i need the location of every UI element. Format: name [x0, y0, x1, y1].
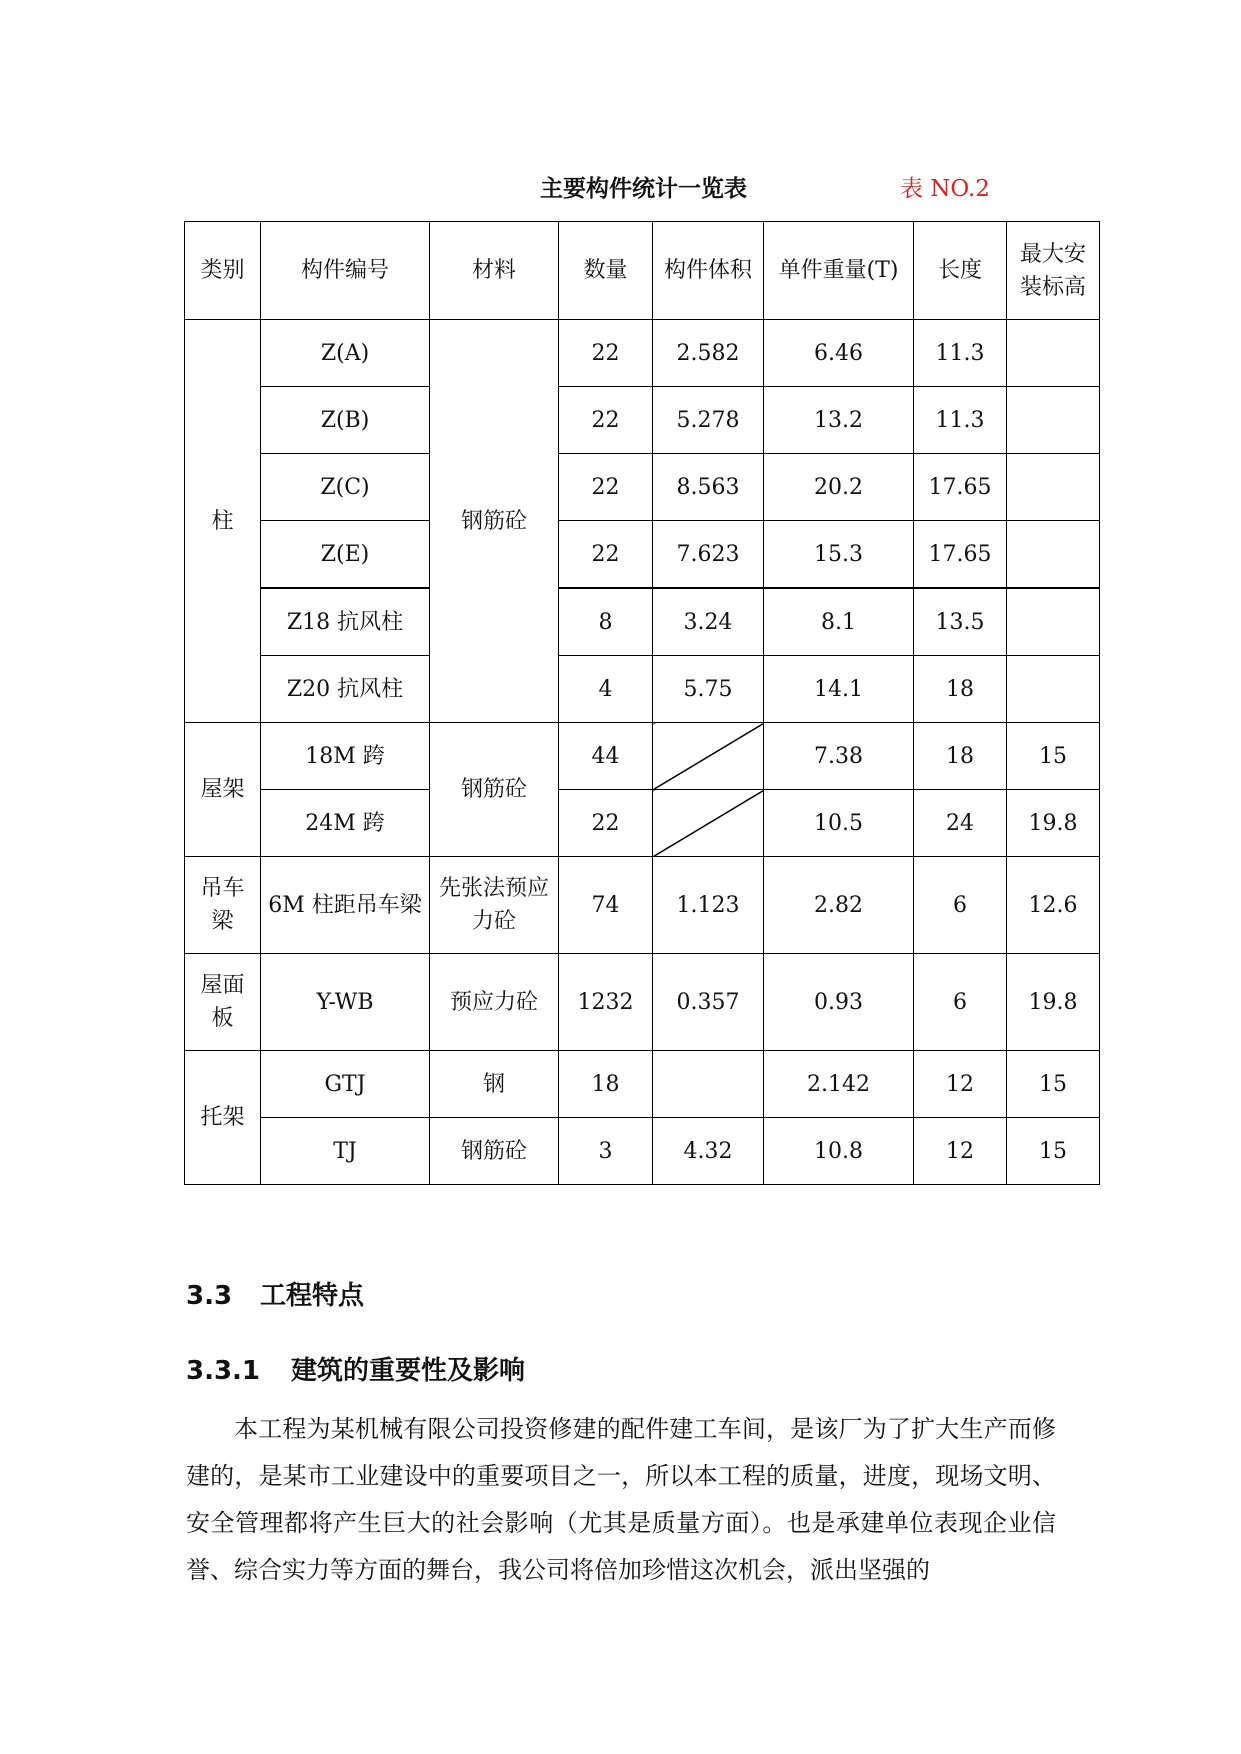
code-cell: 18M 跨 — [261, 723, 430, 790]
volume-cell: 3.24 — [653, 588, 764, 656]
length-cell: 12 — [914, 1118, 1007, 1185]
body-paragraph: 本工程为某机械有限公司投资修建的配件建工车间，是该厂为了扩大生产而修建的，是某市工业建设中的重要项目之一，所以本工程的质量，进度，现场文明、安全管理都将产生巨大的社会影响（尤其是质量方面）。也是承建单位表现企业信誉、综合实力等方面的舞台，我公司将倍加珍惜这次机会，派出坚强的 — [186, 1415, 1056, 1584]
qty-cell: 22 — [559, 521, 653, 589]
volume-cell: 4.32 — [653, 1118, 764, 1185]
length-cell: 18 — [914, 723, 1007, 790]
qty-cell: 3 — [559, 1118, 653, 1185]
volume-cell: 7.623 — [653, 521, 764, 589]
volume-cell: 0.357 — [653, 954, 764, 1051]
weight-cell: 10.8 — [764, 1118, 914, 1185]
table-number: 表 NO.2 — [900, 176, 990, 202]
qty-cell: 4 — [559, 656, 653, 723]
weight-cell: 14.1 — [764, 656, 914, 723]
qty-cell: 22 — [559, 454, 653, 521]
material-cell: 先张法预应力砼 — [430, 857, 559, 954]
code-cell: Z18 抗风柱 — [261, 588, 430, 656]
section-heading-3-3-1 — [186, 1350, 525, 1387]
table-row — [185, 857, 1100, 954]
table-row — [185, 588, 1100, 656]
material-cell: 钢筋砼 — [430, 1118, 559, 1185]
code-cell: Y-WB — [261, 954, 430, 1051]
height-cell — [1007, 588, 1100, 656]
code-cell: TJ — [261, 1118, 430, 1185]
height-cell: 19.8 — [1007, 954, 1100, 1051]
weight-cell: 20.2 — [764, 454, 914, 521]
weight-cell: 0.93 — [764, 954, 914, 1051]
table-row — [185, 320, 1100, 387]
length-cell: 17.65 — [914, 521, 1007, 589]
volume-cell: 5.75 — [653, 656, 764, 723]
height-cell: 19.8 — [1007, 790, 1100, 857]
table-row — [185, 454, 1100, 521]
qty-cell: 44 — [559, 723, 653, 790]
volume-cell-diagonal — [653, 790, 764, 857]
weight-cell: 10.5 — [764, 790, 914, 857]
qty-cell: 1232 — [559, 954, 653, 1051]
height-cell — [1007, 656, 1100, 723]
table-row — [185, 387, 1100, 454]
material-cell: 钢筋砼 — [430, 723, 559, 857]
header-cell: 材料 — [430, 222, 559, 320]
volume-cell: 5.278 — [653, 387, 764, 454]
code-cell: GTJ — [261, 1051, 430, 1118]
qty-cell: 22 — [559, 790, 653, 857]
material-cell: 钢 — [430, 1051, 559, 1118]
material-cell: 钢筋砼 — [430, 320, 559, 723]
length-cell: 17.65 — [914, 454, 1007, 521]
code-cell: Z(E) — [261, 521, 430, 589]
header-cell: 类别 — [185, 222, 261, 320]
table-row — [185, 954, 1100, 1051]
length-cell: 24 — [914, 790, 1007, 857]
table-caption — [0, 166, 1241, 206]
length-cell: 18 — [914, 656, 1007, 723]
code-cell: Z20 抗风柱 — [261, 656, 430, 723]
table-header-row — [185, 222, 1100, 320]
qty-cell: 8 — [559, 588, 653, 656]
header-cell: 数量 — [559, 222, 653, 320]
height-cell: 12.6 — [1007, 857, 1100, 954]
length-cell: 13.5 — [914, 588, 1007, 656]
section-title: 建筑的重要性及影响 — [291, 1356, 526, 1386]
volume-cell: 2.582 — [653, 320, 764, 387]
header-cell: 最大安装标高 — [1007, 222, 1100, 320]
table-title: 主要构件统计一览表 — [540, 176, 747, 202]
category-cell: 吊车梁 — [185, 857, 261, 954]
weight-cell: 13.2 — [764, 387, 914, 454]
table-row — [185, 656, 1100, 723]
height-cell — [1007, 454, 1100, 521]
code-cell: Z(B) — [261, 387, 430, 454]
component-statistics-table — [184, 221, 1100, 1185]
volume-cell: 8.563 — [653, 454, 764, 521]
qty-cell: 74 — [559, 857, 653, 954]
category-cell: 屋架 — [185, 723, 261, 857]
weight-cell: 2.142 — [764, 1051, 914, 1118]
table-row — [185, 723, 1100, 790]
material-cell: 预应力砼 — [430, 954, 559, 1051]
weight-cell: 2.82 — [764, 857, 914, 954]
height-cell: 15 — [1007, 723, 1100, 790]
table-row — [185, 1051, 1100, 1118]
header-cell: 长度 — [914, 222, 1007, 320]
volume-cell-diagonal — [653, 723, 764, 790]
section-number: 3.3 — [186, 1281, 233, 1311]
weight-cell: 15.3 — [764, 521, 914, 589]
section-number: 3.3.1 — [186, 1356, 261, 1386]
height-cell — [1007, 521, 1100, 589]
length-cell: 11.3 — [914, 320, 1007, 387]
qty-cell: 22 — [559, 320, 653, 387]
header-cell: 构件编号 — [261, 222, 430, 320]
code-cell: 6M 柱距吊车梁 — [261, 857, 430, 954]
category-cell: 柱 — [185, 320, 261, 723]
header-cell: 单件重量(T) — [764, 222, 914, 320]
table-row — [185, 1118, 1100, 1185]
volume-cell: 1.123 — [653, 857, 764, 954]
table-row — [185, 521, 1100, 589]
section-heading-3-3 — [186, 1275, 364, 1312]
weight-cell: 8.1 — [764, 588, 914, 656]
length-cell: 12 — [914, 1051, 1007, 1118]
height-cell: 15 — [1007, 1051, 1100, 1118]
volume-cell — [653, 1051, 764, 1118]
weight-cell: 6.46 — [764, 320, 914, 387]
length-cell: 6 — [914, 857, 1007, 954]
qty-cell: 22 — [559, 387, 653, 454]
qty-cell: 18 — [559, 1051, 653, 1118]
category-cell: 屋面板 — [185, 954, 261, 1051]
section-title: 工程特点 — [260, 1281, 365, 1311]
header-cell: 构件体积 — [653, 222, 764, 320]
code-cell: Z(A) — [261, 320, 430, 387]
length-cell: 11.3 — [914, 387, 1007, 454]
height-cell: 15 — [1007, 1118, 1100, 1185]
height-cell — [1007, 320, 1100, 387]
code-cell: Z(C) — [261, 454, 430, 521]
weight-cell: 7.38 — [764, 723, 914, 790]
length-cell: 6 — [914, 954, 1007, 1051]
code-cell: 24M 跨 — [261, 790, 430, 857]
category-cell: 托架 — [185, 1051, 261, 1185]
height-cell — [1007, 387, 1100, 454]
table-row — [185, 790, 1100, 857]
